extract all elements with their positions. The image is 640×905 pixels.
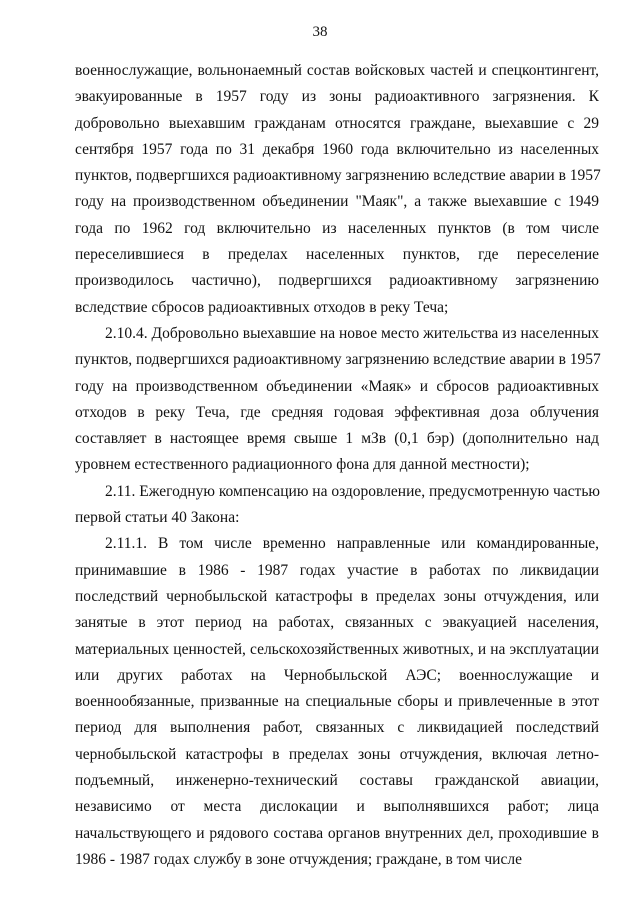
text-line: вследствие сбросов радиоактивных отходов в реку Теча; (75, 298, 449, 316)
text-line: переселившиеся в пределах населенных пунктов, где переселение (75, 246, 599, 264)
text-line: 2.11.1. В том числе временно направленные или командированные, (105, 535, 599, 553)
text-line: составляет в настоящее время свыше 1 мЗв (0,1 бэр) (дополнительно над (75, 430, 599, 448)
page-number: 38 (312, 24, 328, 40)
text-line: или других работах на Чернобыльской АЭС; военнослужащие и (75, 666, 599, 684)
text-line: году на производственном объединении «Маяк» и сбросов радиоактивных (75, 377, 599, 395)
document-body (75, 58, 599, 873)
text-line: занятые в этот период на работах, связанных с эвакуацией населения, (75, 614, 599, 632)
text-line: добровольно выехавшим гражданам относятся граждане, выехавшие с 29 (75, 114, 599, 132)
text-line: уровнем естественного радиационного фона для данной местности); (75, 456, 530, 474)
text-line: года по 1962 год включительно из населенных пунктов (в том числе (75, 219, 599, 237)
paragraph-p4 (75, 531, 599, 873)
text-line: период для выполнения работ, связанных с ликвидацией последствий (75, 719, 599, 737)
text-line: подъемный, инженерно-технический составы гражданской авиации, (75, 772, 599, 790)
paragraph-p3 (75, 479, 599, 532)
paragraph-p1 (75, 58, 599, 321)
text-line: сентября 1957 года по 31 декабря 1960 года включительно из населенных (75, 140, 599, 158)
text-line: пунктов, подвергшихся радиоактивному загрязнению вследствие аварии в 1957 (75, 351, 601, 369)
text-line: году на производственном объединении "Маяк", а также выехавшие с 1949 (75, 193, 599, 211)
text-line: последствий чернобыльской катастрофы в пределах зоны отчуждения, или (75, 587, 599, 605)
text-line: 2.11. Ежегодную компенсацию на оздоровление, предусмотренную частью (105, 482, 600, 500)
text-line: военнообязанные, призванные на специальные сборы и привлеченные в этот (75, 693, 599, 711)
text-line: чернобыльской катастрофы в пределах зоны отчуждения, включая летно- (75, 745, 599, 763)
text-line: пунктов, подвергшихся радиоактивному загрязнению вследствие аварии в 1957 (75, 167, 601, 185)
text-line: материальных ценностей, сельскохозяйственных животных, и на эксплуатации (75, 640, 599, 658)
text-line: военнослужащие, вольнонаемный состав войсковых частей и спецконтингент, (75, 62, 599, 79)
text-line: независимо от места дислокации и выполнявшихся работ; лица (75, 798, 599, 816)
paragraph-p2 (75, 321, 599, 479)
text-line: производилось частично), подвергшихся радиоактивному загрязнению (75, 272, 599, 290)
text-line: эвакуированные в 1957 году из зоны радиоактивного загрязнения. К (75, 88, 599, 106)
text-line: 2.10.4. Добровольно выехавшие на новое место жительства из населенных (105, 324, 599, 342)
text-line: отходов в реку Теча, где средняя годовая эффективная доза облучения (75, 403, 599, 421)
text-line: 1986 - 1987 годах службу в зоне отчуждения; граждане, в том числе (75, 850, 522, 868)
text-line: начальствующего и рядового состава органов внутренних дел, проходившие в (75, 824, 599, 842)
text-line: принимавшие в 1986 - 1987 годах участие в работах по ликвидации (75, 561, 599, 579)
text-line: первой статьи 40 Закона: (75, 509, 240, 527)
